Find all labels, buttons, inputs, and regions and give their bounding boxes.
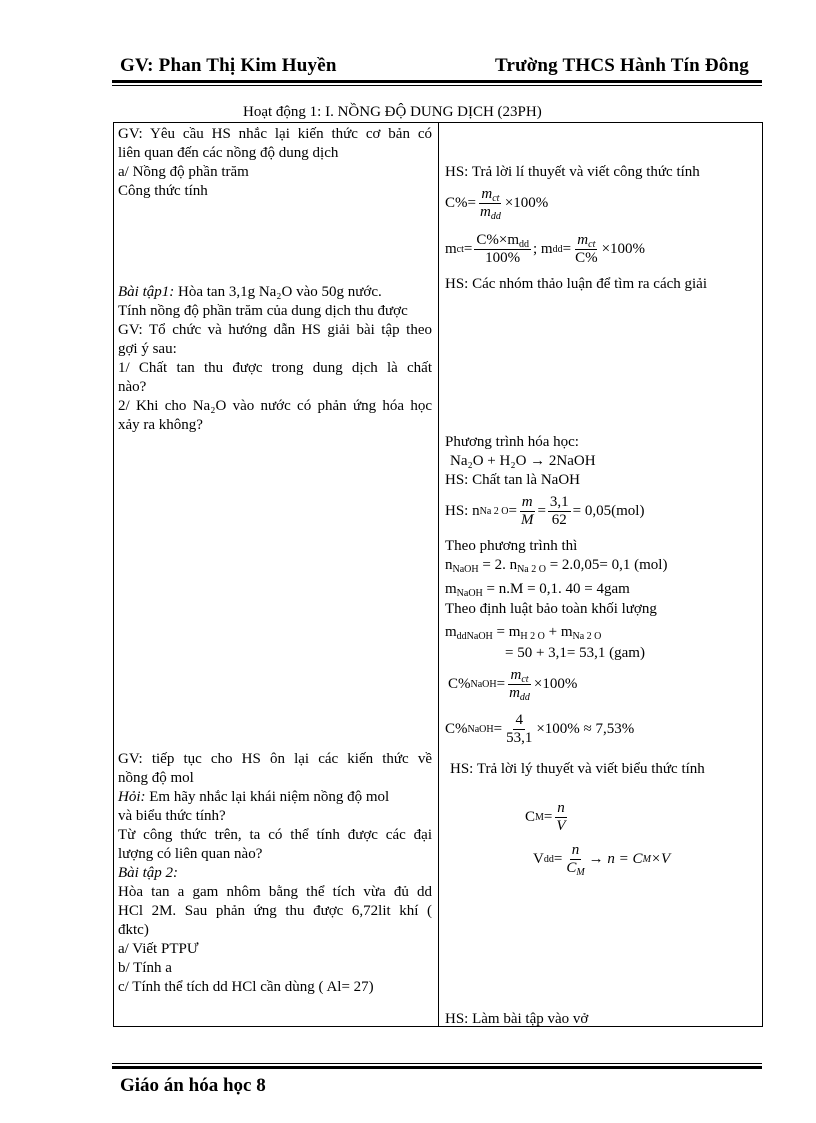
formula-n-naoh: $n_{NaOH} = 2$. $n_{Na 2 O} = 2.0,05= 0,1$ (mol) — [445, 557, 668, 575]
column-divider — [438, 122, 439, 1027]
teacher-name: GV: Phan Thị Kim Huyền — [120, 55, 337, 76]
formula-c-percent-result: C% NaOH = $\frac{4}{53,1}$ ×100% ≈ 7,53% — [445, 712, 635, 746]
reaction-equation: Na₂O + H₂O → 2NaOH — [450, 453, 596, 469]
exercise-1-text: Hòa tan 3,1g Na₂O vào 50g nước. — [174, 284, 382, 300]
left-line: Từ công thức trên, ta có thể tính được các đại — [118, 827, 432, 843]
formula-cm: C M = $\frac{n}{V}$ — [525, 800, 566, 834]
fraction: $\frac{m_{ct}}{C\%}$ — [575, 232, 598, 266]
footer-text: Giáo án hóa học 8 — [120, 1075, 266, 1096]
right-line: HS: Trả lời lý thuyết và viết biểu thức tính — [450, 761, 705, 777]
left-line: và biểu thức tính? — [118, 808, 226, 824]
exercise-2-label: Bài tập 2: — [118, 865, 178, 881]
section-title: Hoạt động 1: I. NỒNG ĐỘ DUNG DỊCH (23PH) — [243, 104, 542, 120]
left-line: b/ Tính a — [118, 960, 172, 976]
left-line: lượng có liên quan nào? — [118, 846, 263, 862]
exercise-1-label: Bài tập1: — [118, 284, 175, 300]
formula-c-percent: C%= $\frac{m_{ct}}{m_{dd}}$ ×100% — [445, 186, 549, 222]
left-line: gợi ý sau: — [118, 341, 177, 357]
left-line: nồng độ mol — [118, 770, 194, 786]
left-line: a/ Nồng độ phần trăm — [118, 164, 249, 180]
left-line: xảy ra không? — [118, 417, 203, 433]
right-line: HS: Các nhóm thảo luận để tìm ra cách giải — [445, 276, 708, 292]
left-line: nào? — [118, 379, 147, 395]
left-line: GV: tiếp tục cho HS ôn lại các kiến thức về — [118, 751, 432, 767]
left-line: 1/ Chất tan thu được trong dung dịch là chất — [118, 360, 432, 376]
exercise-1-line — [118, 283, 432, 302]
formula-c-percent-naoh: C% NaOH = $\frac{m_{ct}}{m_{dd}}$ ×100% — [448, 667, 578, 703]
right-line: HS: Chất tan là NaOH — [445, 472, 580, 488]
right-line: Phương trình hóa học: — [445, 434, 579, 450]
left-line: 2/ Khi cho Na₂O vào nước có phản ứng hóa học — [118, 398, 432, 414]
footer-rule-thin — [112, 1063, 762, 1064]
fraction: $\frac{m_{ct}}{m_{dd}}$ — [479, 186, 501, 222]
left-line: a/ Viết PTPƯ — [118, 941, 199, 957]
header-rule-thick — [112, 80, 762, 83]
left-line: GV: Tổ chức và hướng dẫn HS giải bài tập theo — [118, 322, 432, 338]
footer-rule-thick — [112, 1066, 762, 1069]
question-text: Em hãy nhắc lại khái niệm nồng độ mol — [145, 789, 390, 805]
left-line: đktc) — [118, 922, 149, 938]
right-line: Theo định luật bảo toàn khối lượng — [445, 601, 657, 617]
right-line: HS: Làm bài tập vào vở — [445, 1011, 589, 1027]
question-line — [118, 788, 432, 807]
formula-mct-mdd: m ct = $\frac{C\%\times m_{dd}}{100\%}$ ; m dd = $\frac{m_{ct}}{C\%}$ ×100% — [445, 232, 646, 266]
left-line: c/ Tính thể tích dd HCl cần dùng ( Al= 27) — [118, 979, 374, 995]
left-line: HCl 2M. Sau phản ứng thu được 6,72lit khí ( — [118, 903, 432, 919]
left-line: Công thức tính — [118, 183, 208, 199]
formula-mass-conservation: $m_{ddNaOH} = m_{H 2 O} + m_{Na 2 O}$ — [445, 624, 602, 642]
left-line: Tính nồng độ phần trăm của dung dịch thu được — [118, 303, 408, 319]
question-label: Hỏi: — [118, 789, 146, 805]
formula-moles: HS: n Na 2 O = $\frac{m}{M}$ = $\frac{3,1}{62}$ = 0,05(mol) — [445, 494, 645, 528]
formula-m-naoh: $m_{NaOH} = n.M = 0,1$. 40 = 4gam — [445, 581, 630, 599]
left-line: GV: Yêu cầu HS nhắc lại kiến thức cơ bản có — [118, 126, 432, 142]
formula-vdd: V dd = $\frac{n}{C_M}$ → n = C M ×V — [533, 842, 671, 878]
fraction: $\frac{C\%\times m_{dd}}{100\%}$ — [476, 232, 529, 266]
school-name: Trường THCS Hành Tín Đông — [495, 55, 749, 76]
right-line: Theo phương trình thì — [445, 538, 578, 554]
right-line: HS: Trả lời lí thuyết và viết công thức tính — [445, 164, 700, 180]
left-line: liên quan đến các nồng độ dung dịch — [118, 145, 339, 161]
left-line: Hòa tan a gam nhôm bằng thể tích vừa đủ dd — [118, 884, 432, 900]
header-rule-thin — [112, 85, 762, 86]
right-line: = 50 + 3,1= 53,1 (gam) — [505, 645, 645, 661]
